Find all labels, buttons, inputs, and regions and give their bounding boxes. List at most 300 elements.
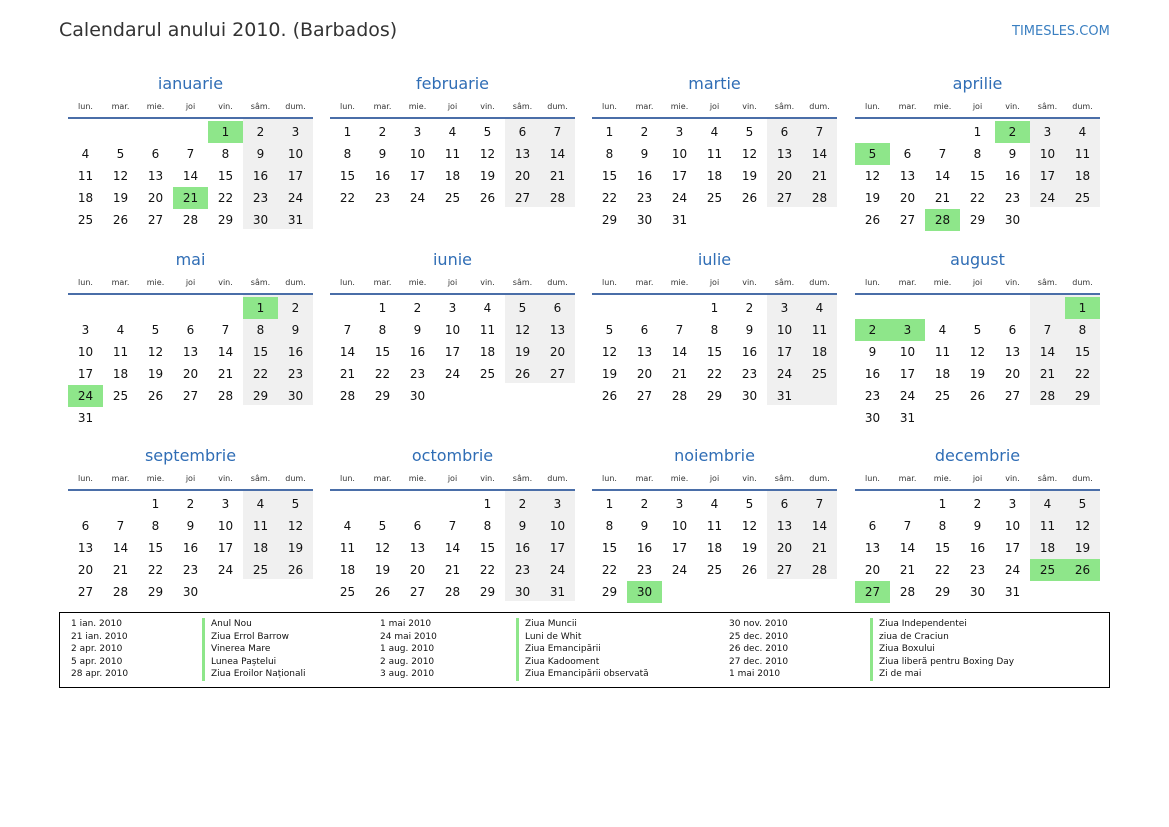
day-cell: 13 — [549, 323, 566, 337]
day-cell: 15 — [374, 345, 391, 359]
day-cell: 26 — [479, 191, 496, 205]
weekday-header: dum. — [547, 278, 568, 287]
day-cell: 22 — [339, 191, 356, 205]
legend-holiday-name: Luni de Whit — [516, 631, 649, 644]
month-title: noiembrie — [674, 446, 755, 465]
day-cell: 22 — [969, 191, 986, 205]
day-cell: 19 — [741, 541, 758, 555]
weekday-header: lun. — [865, 474, 880, 483]
day-cell: 18 — [339, 563, 356, 577]
weekday-header: joi — [709, 474, 720, 483]
day-cell: 19 — [287, 541, 304, 555]
legend-date: 1 mai 2010 — [729, 669, 781, 680]
day-cell: 14 — [1039, 345, 1056, 359]
day-cell: 27 — [182, 389, 199, 403]
day-cell: 11 — [811, 323, 828, 337]
day-cell: 11 — [339, 541, 356, 555]
day-cell: 15 — [252, 345, 269, 359]
day-cell: 12 — [374, 541, 391, 555]
weekday-header: mie. — [670, 102, 689, 111]
day-cell: 29 — [252, 389, 269, 403]
legend-date: 24 mai 2010 — [380, 631, 437, 642]
weekday-header: sâm. — [250, 102, 271, 111]
day-cell: 12 — [601, 345, 618, 359]
weekday-header: joi — [972, 278, 983, 287]
day-cell: 26 — [287, 563, 304, 577]
day-cell: 2 — [413, 301, 422, 315]
day-cell: 4 — [1043, 497, 1052, 511]
weekday-header: mar. — [111, 278, 130, 287]
day-cell: 8 — [343, 147, 352, 161]
day-cell: 30 — [864, 411, 881, 425]
weekday-header: mie. — [670, 278, 689, 287]
day-cell: 12 — [1074, 519, 1091, 533]
weekday-header: lun. — [340, 278, 355, 287]
day-cell: 25 — [479, 367, 496, 381]
holiday-legend — [59, 612, 1110, 688]
weekday-header: mar. — [373, 278, 392, 287]
day-cell: 2 — [745, 301, 754, 315]
legend-date: 28 apr. 2010 — [71, 669, 129, 680]
holiday-day-cell: 27 — [855, 581, 890, 603]
day-cell: 12 — [969, 345, 986, 359]
day-cell: 11 — [706, 519, 723, 533]
weekday-header: joi — [185, 474, 196, 483]
day-cell: 16 — [969, 541, 986, 555]
day-cell: 3 — [448, 301, 457, 315]
day-cell: 31 — [77, 411, 94, 425]
day-cell: 4 — [1078, 125, 1087, 139]
day-cell: 10 — [671, 519, 688, 533]
day-cell: 30 — [741, 389, 758, 403]
day-cell: 19 — [112, 191, 129, 205]
day-cell: 22 — [1074, 367, 1091, 381]
day-cell: 14 — [182, 169, 199, 183]
day-cell: 4 — [938, 323, 947, 337]
day-cell: 1 — [605, 125, 614, 139]
day-cell: 16 — [636, 169, 653, 183]
day-cell: 10 — [217, 519, 234, 533]
day-cell: 21 — [549, 169, 566, 183]
day-cell: 21 — [671, 367, 688, 381]
day-cell: 3 — [1008, 497, 1017, 511]
day-cell: 11 — [1074, 147, 1091, 161]
day-cell: 13 — [514, 147, 531, 161]
day-cell: 13 — [147, 169, 164, 183]
weekday-header: mar. — [898, 102, 917, 111]
day-cell: 6 — [903, 147, 912, 161]
day-cell: 21 — [899, 563, 916, 577]
day-cell: 7 — [186, 147, 195, 161]
day-cell: 3 — [291, 125, 300, 139]
day-cell: 25 — [706, 191, 723, 205]
day-cell: 25 — [934, 389, 951, 403]
holiday-day-cell: 5 — [855, 143, 890, 165]
day-cell: 25 — [252, 563, 269, 577]
month-octombrie — [330, 438, 575, 628]
weekday-header: mar. — [373, 474, 392, 483]
day-cell: 21 — [444, 563, 461, 577]
day-cell: 10 — [899, 345, 916, 359]
weekday-header: joi — [447, 474, 458, 483]
day-cell: 7 — [1043, 323, 1052, 337]
day-cell: 6 — [81, 519, 90, 533]
day-cell: 26 — [601, 389, 618, 403]
day-cell: 22 — [374, 367, 391, 381]
day-cell: 7 — [116, 519, 125, 533]
day-cell: 11 — [479, 323, 496, 337]
day-cell: 15 — [479, 541, 496, 555]
legend-holiday-name: Vinerea Mare — [202, 643, 306, 656]
day-cell: 14 — [811, 147, 828, 161]
legend-holiday-name: Ziua Emancipării observată — [516, 668, 649, 681]
weekday-header: sâm. — [1037, 102, 1058, 111]
month-ianuarie — [68, 66, 313, 256]
day-cell: 22 — [601, 563, 618, 577]
legend-holiday-name: Ziua Muncii — [516, 618, 649, 631]
holiday-day-cell: 2 — [855, 319, 890, 341]
day-cell: 21 — [217, 367, 234, 381]
weekday-header: lun. — [865, 102, 880, 111]
legend-date: 25 dec. 2010 — [729, 631, 789, 642]
day-cell: 24 — [409, 191, 426, 205]
day-cell: 18 — [252, 541, 269, 555]
weekday-header: sâm. — [774, 474, 795, 483]
day-cell: 23 — [252, 191, 269, 205]
day-cell: 5 — [745, 497, 754, 511]
day-cell: 23 — [182, 563, 199, 577]
day-cell: 19 — [374, 563, 391, 577]
day-cell: 10 — [1039, 147, 1056, 161]
day-cell: 20 — [776, 541, 793, 555]
day-cell: 22 — [479, 563, 496, 577]
legend-date: 21 ian. 2010 — [71, 631, 128, 642]
day-cell: 20 — [864, 563, 881, 577]
weekday-header: dum. — [547, 102, 568, 111]
day-cell: 19 — [479, 169, 496, 183]
legend-holiday-name: Ziua liberă pentru Boxing Day — [870, 656, 1014, 669]
day-cell: 6 — [413, 519, 422, 533]
day-cell: 10 — [287, 147, 304, 161]
day-cell: 28 — [444, 585, 461, 599]
page-title: Calendarul anului 2010. (Barbados) — [59, 19, 398, 41]
day-cell: 24 — [217, 563, 234, 577]
month-iunie — [330, 242, 575, 432]
day-cell: 28 — [182, 213, 199, 227]
day-cell: 24 — [1039, 191, 1056, 205]
weekday-header: mie. — [933, 102, 952, 111]
weekday-header: mie. — [146, 102, 165, 111]
day-cell: 19 — [741, 169, 758, 183]
site-link[interactable]: TIMESLES.COM — [1012, 24, 1110, 39]
day-cell: 18 — [112, 367, 129, 381]
day-cell: 2 — [640, 125, 649, 139]
day-cell: 15 — [706, 345, 723, 359]
weekday-header: mar. — [635, 278, 654, 287]
day-cell: 9 — [378, 147, 387, 161]
day-cell: 1 — [605, 497, 614, 511]
day-cell: 29 — [147, 585, 164, 599]
day-cell: 7 — [448, 519, 457, 533]
day-cell: 23 — [636, 191, 653, 205]
weekday-header: joi — [709, 102, 720, 111]
weekday-header: mar. — [373, 102, 392, 111]
day-cell: 8 — [938, 519, 947, 533]
day-cell: 22 — [252, 367, 269, 381]
day-cell: 15 — [147, 541, 164, 555]
month-title: mai — [175, 250, 206, 269]
day-cell: 27 — [776, 191, 793, 205]
weekday-header: lun. — [602, 474, 617, 483]
day-cell: 28 — [549, 191, 566, 205]
legend-date: 26 dec. 2010 — [729, 644, 789, 655]
day-cell: 9 — [518, 519, 527, 533]
weekday-header: vin. — [742, 102, 757, 111]
day-cell: 8 — [483, 519, 492, 533]
day-cell: 13 — [899, 169, 916, 183]
legend-date: 27 dec. 2010 — [729, 656, 789, 667]
day-cell: 3 — [675, 497, 684, 511]
legend-holiday-name: Ziua Emancipării — [516, 643, 649, 656]
day-cell: 1 — [710, 301, 719, 315]
day-cell: 17 — [287, 169, 304, 183]
day-cell: 14 — [444, 541, 461, 555]
month-noiembrie — [592, 438, 837, 628]
month-title: iulie — [697, 250, 732, 269]
day-cell: 27 — [77, 585, 94, 599]
day-cell: 16 — [374, 169, 391, 183]
day-cell: 9 — [291, 323, 300, 337]
legend-holiday-name: Lunea Paștelui — [202, 656, 306, 669]
holiday-day-cell: 2 — [995, 121, 1030, 143]
weekday-header: joi — [185, 102, 196, 111]
day-cell: 5 — [745, 125, 754, 139]
day-cell: 20 — [636, 367, 653, 381]
day-cell: 5 — [1078, 497, 1087, 511]
legend-holiday-name: Ziua Errol Barrow — [202, 631, 306, 644]
day-cell: 6 — [868, 519, 877, 533]
day-cell: 6 — [640, 323, 649, 337]
holiday-day-cell: 25 — [1030, 559, 1065, 581]
legend-date: 3 aug. 2010 — [380, 669, 435, 680]
day-cell: 12 — [287, 519, 304, 533]
day-cell: 3 — [675, 125, 684, 139]
day-cell: 30 — [182, 585, 199, 599]
day-cell: 24 — [444, 367, 461, 381]
day-cell: 14 — [934, 169, 951, 183]
day-cell: 19 — [601, 367, 618, 381]
day-cell: 24 — [549, 563, 566, 577]
holiday-day-cell: 21 — [173, 187, 208, 209]
weekday-header: mie. — [408, 278, 427, 287]
day-cell: 14 — [671, 345, 688, 359]
day-cell: 30 — [636, 213, 653, 227]
day-cell: 26 — [969, 389, 986, 403]
day-cell: 9 — [640, 147, 649, 161]
day-cell: 16 — [636, 541, 653, 555]
day-cell: 25 — [77, 213, 94, 227]
weekday-header: dum. — [1072, 278, 1093, 287]
month-aprilie — [855, 66, 1100, 256]
day-cell: 7 — [675, 323, 684, 337]
day-cell: 17 — [671, 169, 688, 183]
day-cell: 1 — [343, 125, 352, 139]
legend-date: 1 ian. 2010 — [71, 619, 122, 629]
day-cell: 8 — [710, 323, 719, 337]
day-cell: 22 — [706, 367, 723, 381]
day-cell: 27 — [514, 191, 531, 205]
day-cell: 2 — [186, 497, 195, 511]
day-cell: 20 — [182, 367, 199, 381]
day-cell: 3 — [553, 497, 562, 511]
weekday-header: vin. — [1005, 278, 1020, 287]
day-cell: 25 — [1074, 191, 1091, 205]
day-cell: 1 — [938, 497, 947, 511]
day-cell: 29 — [934, 585, 951, 599]
day-cell: 5 — [973, 323, 982, 337]
day-cell: 29 — [601, 213, 618, 227]
day-cell: 13 — [776, 519, 793, 533]
day-cell: 4 — [116, 323, 125, 337]
weekday-header: sâm. — [250, 474, 271, 483]
day-cell: 18 — [1074, 169, 1091, 183]
day-cell: 10 — [1004, 519, 1021, 533]
holiday-day-cell: 1 — [1065, 297, 1100, 319]
day-cell: 3 — [1043, 125, 1052, 139]
day-cell: 24 — [1004, 563, 1021, 577]
weekday-header: sâm. — [512, 474, 533, 483]
day-cell: 22 — [147, 563, 164, 577]
legend-holiday-name: Zi de mai — [870, 668, 1014, 681]
day-cell: 26 — [741, 191, 758, 205]
month-mai — [68, 242, 313, 432]
day-cell: 27 — [549, 367, 566, 381]
day-cell: 7 — [903, 519, 912, 533]
day-cell: 13 — [776, 147, 793, 161]
weekday-header: sâm. — [1037, 474, 1058, 483]
day-cell: 5 — [151, 323, 160, 337]
weekday-header: sâm. — [1037, 278, 1058, 287]
day-cell: 26 — [514, 367, 531, 381]
day-cell: 25 — [112, 389, 129, 403]
day-cell: 25 — [706, 563, 723, 577]
weekday-header: lun. — [602, 278, 617, 287]
day-cell: 10 — [776, 323, 793, 337]
day-cell: 22 — [601, 191, 618, 205]
day-cell: 30 — [514, 585, 531, 599]
legend-holiday-name: Ziua Boxului — [870, 643, 1014, 656]
day-cell: 23 — [1004, 191, 1021, 205]
day-cell: 8 — [605, 519, 614, 533]
day-cell: 2 — [378, 125, 387, 139]
day-cell: 2 — [256, 125, 265, 139]
day-cell: 1 — [483, 497, 492, 511]
day-cell: 29 — [706, 389, 723, 403]
day-cell: 6 — [780, 125, 789, 139]
weekday-header: vin. — [218, 278, 233, 287]
day-cell: 27 — [776, 563, 793, 577]
day-cell: 11 — [706, 147, 723, 161]
day-cell: 28 — [671, 389, 688, 403]
day-cell: 26 — [864, 213, 881, 227]
day-cell: 16 — [252, 169, 269, 183]
day-cell: 30 — [252, 213, 269, 227]
day-cell: 20 — [409, 563, 426, 577]
day-cell: 10 — [444, 323, 461, 337]
day-cell: 6 — [518, 125, 527, 139]
legend-date: 2 apr. 2010 — [71, 644, 123, 655]
day-cell: 23 — [374, 191, 391, 205]
day-cell: 3 — [81, 323, 90, 337]
month-title: februarie — [415, 74, 490, 93]
weekday-header: dum. — [809, 474, 830, 483]
day-cell: 19 — [969, 367, 986, 381]
day-cell: 23 — [514, 563, 531, 577]
day-cell: 28 — [899, 585, 916, 599]
day-cell: 11 — [252, 519, 269, 533]
legend-date: 30 nov. 2010 — [729, 619, 788, 629]
weekday-header: dum. — [285, 102, 306, 111]
day-cell: 26 — [374, 585, 391, 599]
day-cell: 18 — [444, 169, 461, 183]
weekday-header: dum. — [809, 278, 830, 287]
weekday-header: mie. — [146, 474, 165, 483]
day-cell: 17 — [549, 541, 566, 555]
weekday-header: dum. — [809, 102, 830, 111]
day-cell: 26 — [112, 213, 129, 227]
day-cell: 17 — [671, 541, 688, 555]
day-cell: 9 — [1008, 147, 1017, 161]
day-cell: 26 — [741, 563, 758, 577]
month-title: septembrie — [144, 446, 237, 465]
day-cell: 12 — [514, 323, 531, 337]
day-cell: 14 — [217, 345, 234, 359]
day-cell: 13 — [864, 541, 881, 555]
day-cell: 29 — [374, 389, 391, 403]
weekday-header: vin. — [480, 474, 495, 483]
day-cell: 16 — [514, 541, 531, 555]
day-cell: 20 — [77, 563, 94, 577]
day-cell: 11 — [444, 147, 461, 161]
day-cell: 31 — [776, 389, 793, 403]
day-cell: 14 — [549, 147, 566, 161]
day-cell: 10 — [671, 147, 688, 161]
day-cell: 12 — [741, 147, 758, 161]
day-cell: 8 — [221, 147, 230, 161]
day-cell: 5 — [483, 125, 492, 139]
day-cell: 28 — [217, 389, 234, 403]
day-cell: 21 — [1039, 367, 1056, 381]
legend-names-col2 — [516, 618, 649, 681]
day-cell: 21 — [811, 541, 828, 555]
weekday-header: vin. — [742, 474, 757, 483]
day-cell: 13 — [182, 345, 199, 359]
day-cell: 9 — [640, 519, 649, 533]
legend-holiday-name: ziua de Craciun — [870, 631, 1014, 644]
weekday-header: mar. — [635, 102, 654, 111]
day-cell: 4 — [256, 497, 265, 511]
day-cell: 8 — [378, 323, 387, 337]
day-cell: 16 — [409, 345, 426, 359]
legend-date: 1 mai 2010 — [380, 619, 432, 629]
legend-date: 1 aug. 2010 — [380, 644, 435, 655]
day-cell: 8 — [605, 147, 614, 161]
day-cell: 6 — [1008, 323, 1017, 337]
month-februarie — [330, 66, 575, 256]
month-title: martie — [688, 74, 741, 93]
day-cell: 7 — [815, 497, 824, 511]
day-cell: 23 — [636, 563, 653, 577]
